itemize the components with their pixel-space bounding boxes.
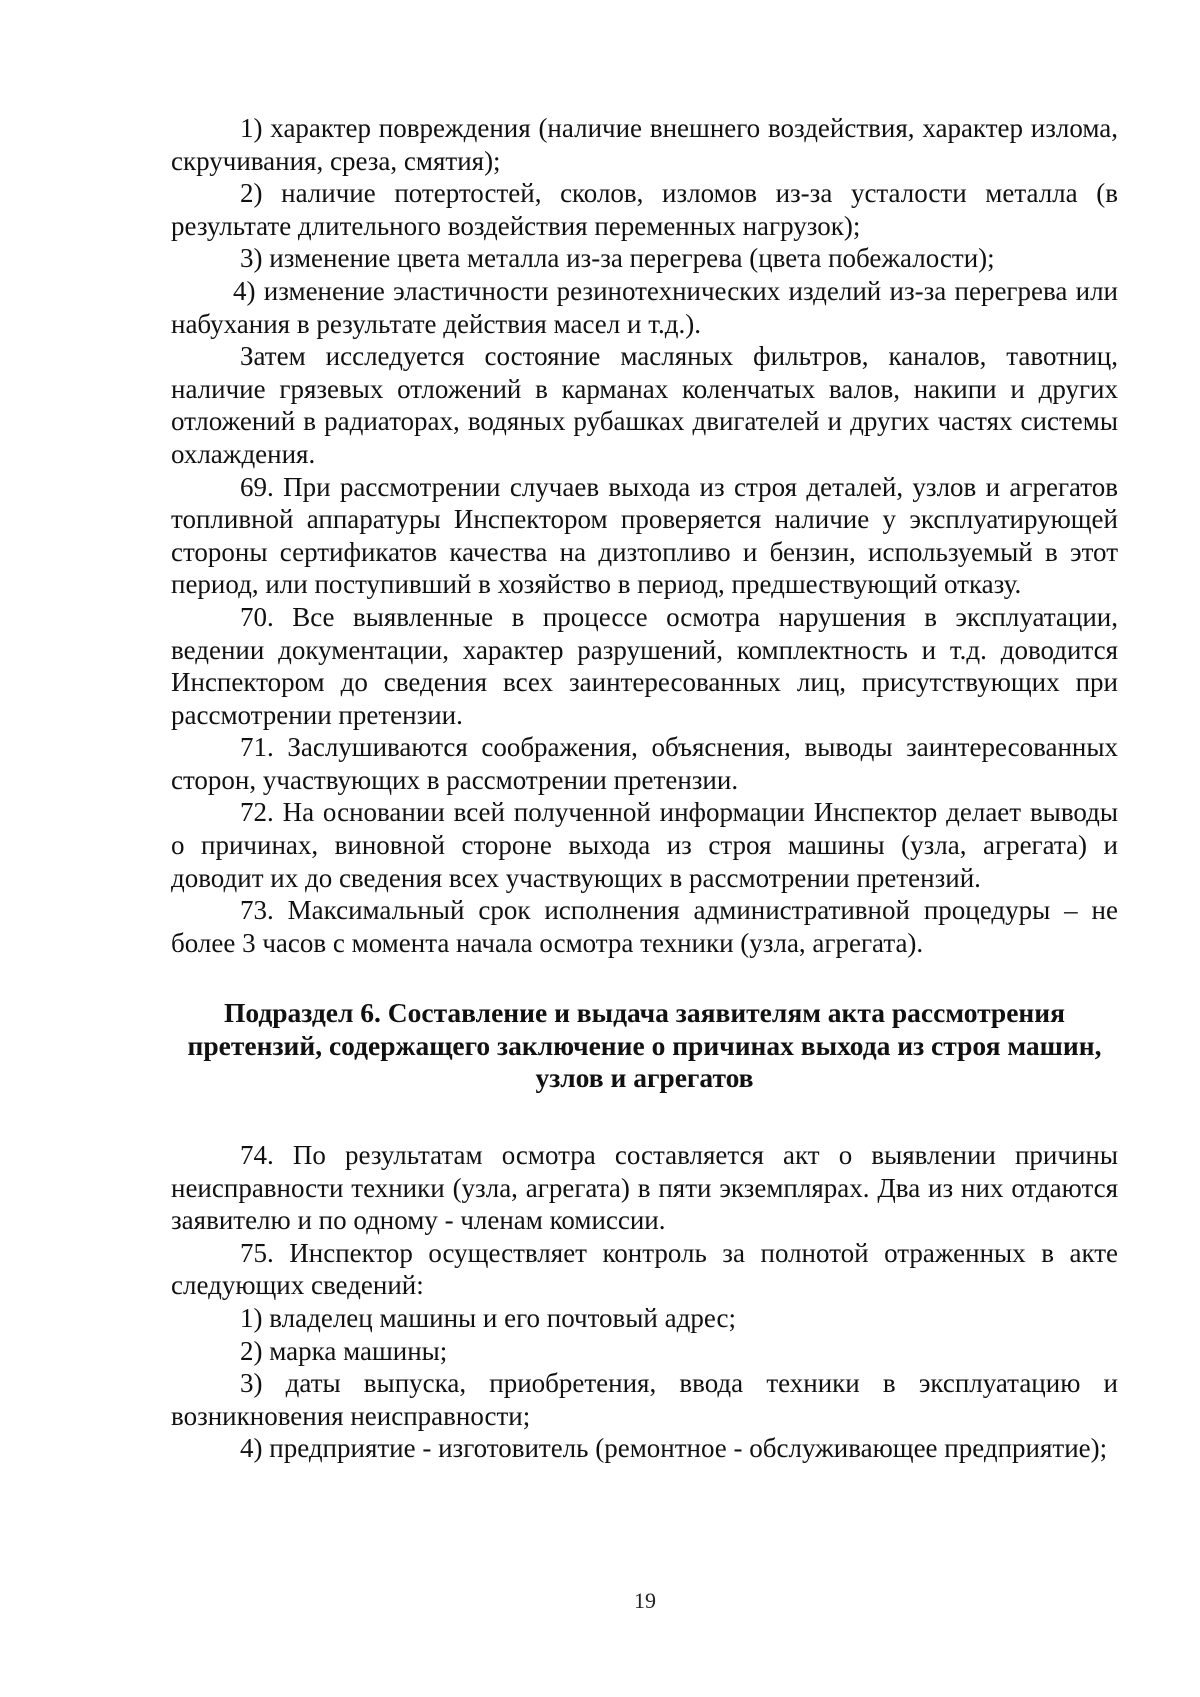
paragraph-75-item-2: 2) марка машины; — [240, 1335, 448, 1366]
document-page — [171, 112, 1118, 1465]
page-number: 19 — [634, 1588, 656, 1613]
paragraph-71: 71. Заслушиваются соображения, объяснения, выводы заинтересованных сторон, участвующих в рассмотрении претензии. — [171, 732, 1118, 795]
paragraph-75-item-4: 4) предприятие - изготовитель (ремонтное - обслуживающее предприятие); — [240, 1433, 1108, 1464]
subsection-heading: Подраздел 6. Составление и выдача заявителям акта рассмотрения претензий, содержащего заключение о причинах выхода из строя машин, узлов и агрегатов — [187, 997, 1102, 1094]
paragraph-73: 73. Максимальный срок исполнения административной процедуры – не более 3 часов с момента начала осмотра техники (узла, агрегата). — [171, 895, 1118, 958]
paragraph-72: 72. На основании всей полученной информации Инспектор делает выводы о причинах, виновной стороне выхода из строя машины (узла, агрегата) и доводит их до сведения всех участвующих в рассмотрении претензий. — [171, 797, 1118, 893]
paragraph-item-1: 1) характер повреждения (наличие внешнего воздействия, характер излома, скручивания, среза, смятия); — [171, 113, 1118, 176]
section-spacer — [171, 959, 1118, 997]
heading-spacer — [171, 1095, 1118, 1139]
paragraph-item-3: 3) изменение цвета металла из-за перегрева (цвета побежалости); — [240, 243, 995, 274]
paragraph-item-4: 4) изменение эластичности резинотехнических изделий из-за перегрева или набухания в результате действия масел и т.д.). — [171, 275, 1118, 339]
paragraph-69: 69. При рассмотрении случаев выхода из строя деталей, узлов и агрегатов топливной аппаратуры Инспектором проверяется наличие у эксплуатирующей стороны сертификатов качества на дизтопливо и бензин, используемый в этот период, или поступивший в хозяйство в период, предшествующий отказу. — [171, 471, 1118, 600]
paragraph-75-item-1: 1) владелец машины и его почтовый адрес; — [240, 1302, 736, 1333]
paragraph-70: 70. Все выявленные в процессе осмотра нарушения в эксплуатации, ведении документации, характер разрушений, комплектность и т.д. доводится Инспектором до сведения всех заинтересованных лиц, присутствующих при рассмотрении претензии. — [171, 601, 1118, 730]
paragraph-75-item-3: 3) даты выпуска, приобретения, ввода техники в эксплуатацию и возникновения неисправности; — [171, 1368, 1118, 1431]
paragraph-74: 74. По результатам осмотра составляется акт о выявлении причины неисправности техники (узла, агрегата) в пяти экземплярах. Два из них отдаются заявителю и по одному - членам комиссии. — [171, 1139, 1118, 1236]
paragraph-item-2: 2) наличие потертостей, сколов, изломов из-за усталости металла (в результате длительного воздействия переменных нагрузок); — [171, 178, 1118, 241]
paragraph-75: 75. Инспектор осуществляет контроль за полнотой отраженных в акте следующих сведений: — [171, 1237, 1118, 1301]
paragraph-inspection: Затем исследуется состояние масляных фильтров, каналов, тавотниц, наличие грязевых отложений в карманах коленчатых валов, накипи и других отложений в радиаторах, водяных рубашках двигателей и других частях системы охлаждения. — [171, 341, 1118, 469]
